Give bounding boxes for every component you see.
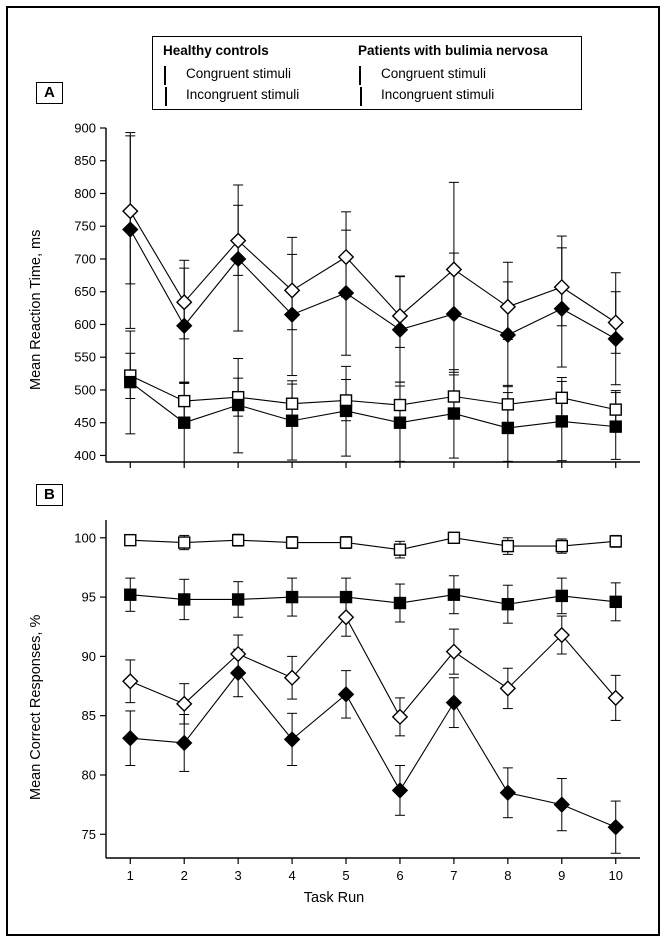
svg-text:95: 95 [81, 589, 96, 605]
panel-b-y-axis-label: Mean Correct Responses, % [28, 614, 44, 800]
legend-item-label: Incongruent stimuli [186, 87, 300, 102]
svg-text:550: 550 [74, 349, 96, 365]
svg-text:700: 700 [74, 251, 96, 267]
svg-text:900: 900 [74, 120, 96, 136]
svg-text:7: 7 [450, 868, 458, 883]
svg-text:85: 85 [81, 708, 96, 724]
svg-text:80: 80 [81, 767, 96, 783]
svg-text:100: 100 [74, 530, 96, 546]
panel-tag-a: A [36, 82, 63, 104]
svg-text:75: 75 [81, 826, 96, 842]
svg-text:8: 8 [504, 868, 512, 883]
legend-group-heading: Healthy controls [163, 43, 269, 58]
svg-text:9: 9 [558, 868, 566, 883]
legend-item-label: Congruent stimuli [186, 66, 292, 81]
legend-group-heading: Patients with bulimia nervosa [358, 43, 548, 58]
legend-item-label: Congruent stimuli [381, 66, 487, 81]
svg-text:750: 750 [74, 218, 96, 234]
panel-tag-b: B [36, 484, 63, 506]
svg-text:2: 2 [180, 868, 188, 883]
svg-text:5: 5 [342, 868, 350, 883]
svg-text:500: 500 [74, 382, 96, 398]
svg-text:10: 10 [608, 868, 623, 883]
legend-item-label: Incongruent stimuli [381, 87, 495, 102]
svg-text:6: 6 [396, 868, 404, 883]
svg-text:4: 4 [288, 868, 296, 883]
svg-text:650: 650 [74, 284, 96, 300]
svg-text:800: 800 [74, 185, 96, 201]
svg-text:1: 1 [126, 868, 134, 883]
panel-a-y-axis-label: Mean Reaction Time, ms [28, 229, 44, 390]
svg-text:450: 450 [74, 415, 96, 431]
svg-text:3: 3 [234, 868, 242, 883]
svg-text:850: 850 [74, 153, 96, 169]
x-axis-label: Task Run [303, 890, 365, 906]
svg-text:90: 90 [81, 648, 96, 664]
svg-text:400: 400 [74, 447, 96, 463]
svg-text:600: 600 [74, 316, 96, 332]
